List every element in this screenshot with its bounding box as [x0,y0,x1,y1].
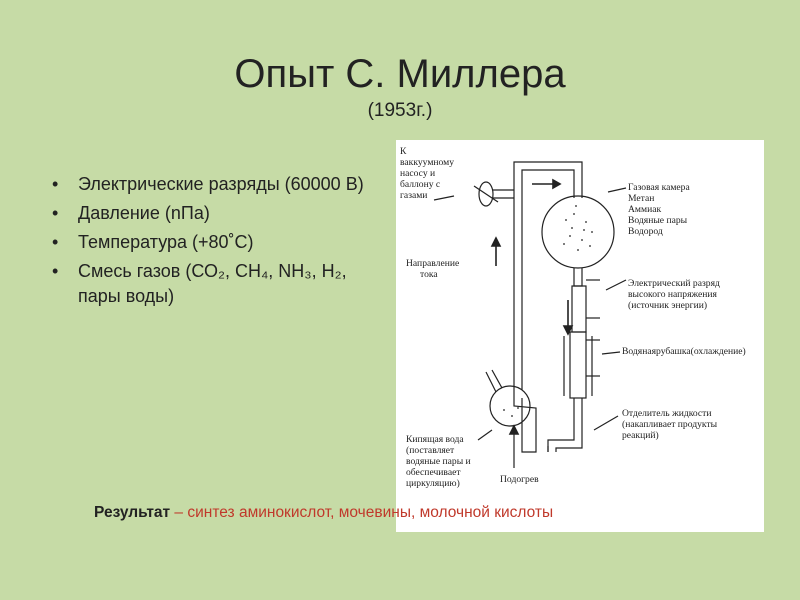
apparatus-svg [396,140,764,532]
label-discharge: Электрический разряд высокого напряжения (источник энергии) [628,278,720,311]
label-boiling-water: Кипящая вода (поставляет водяные пары и обеспечивает циркуляцию) [406,434,471,489]
label-heating: Подогрев [500,474,539,485]
bullet-item-gas-mixture: • Смесь газов (СО₂, СН₄, NH₃, Н₂, пары воды) [52,259,382,309]
bullet-list [52,172,382,313]
result-label: Результат [94,504,171,521]
label-gas-chamber: Газовая камера Метан Аммиак Водяные пары Водород [628,182,690,237]
gas-chamber-flask [542,196,614,268]
miller-apparatus-diagram [396,140,764,532]
label-vacuum: К ваккуумному насосу и баллону с газами [400,146,455,201]
slide-subtitle: (1953г.) [367,100,433,121]
label-current-direction: Направление тока [406,258,460,280]
bullet-item-discharges: • Электрические разряды (60000 В) [52,172,382,197]
left-tube-inner [522,170,568,390]
label-separator: Отделитель жидкости (накапливает продукты реакций) [622,408,718,441]
result-line [94,504,774,522]
bullet-item-temperature: • Температура (+80˚С) [52,230,382,255]
result-text: – синтез аминокислот, мочевины, молочной кислоты [170,504,554,521]
bullet-item-pressure: • Давление (nПа) [52,201,382,226]
label-water-jacket: Водянаярубашка(охлаждение) [622,346,746,357]
slide-title: Опыт С. Миллера [234,52,566,96]
